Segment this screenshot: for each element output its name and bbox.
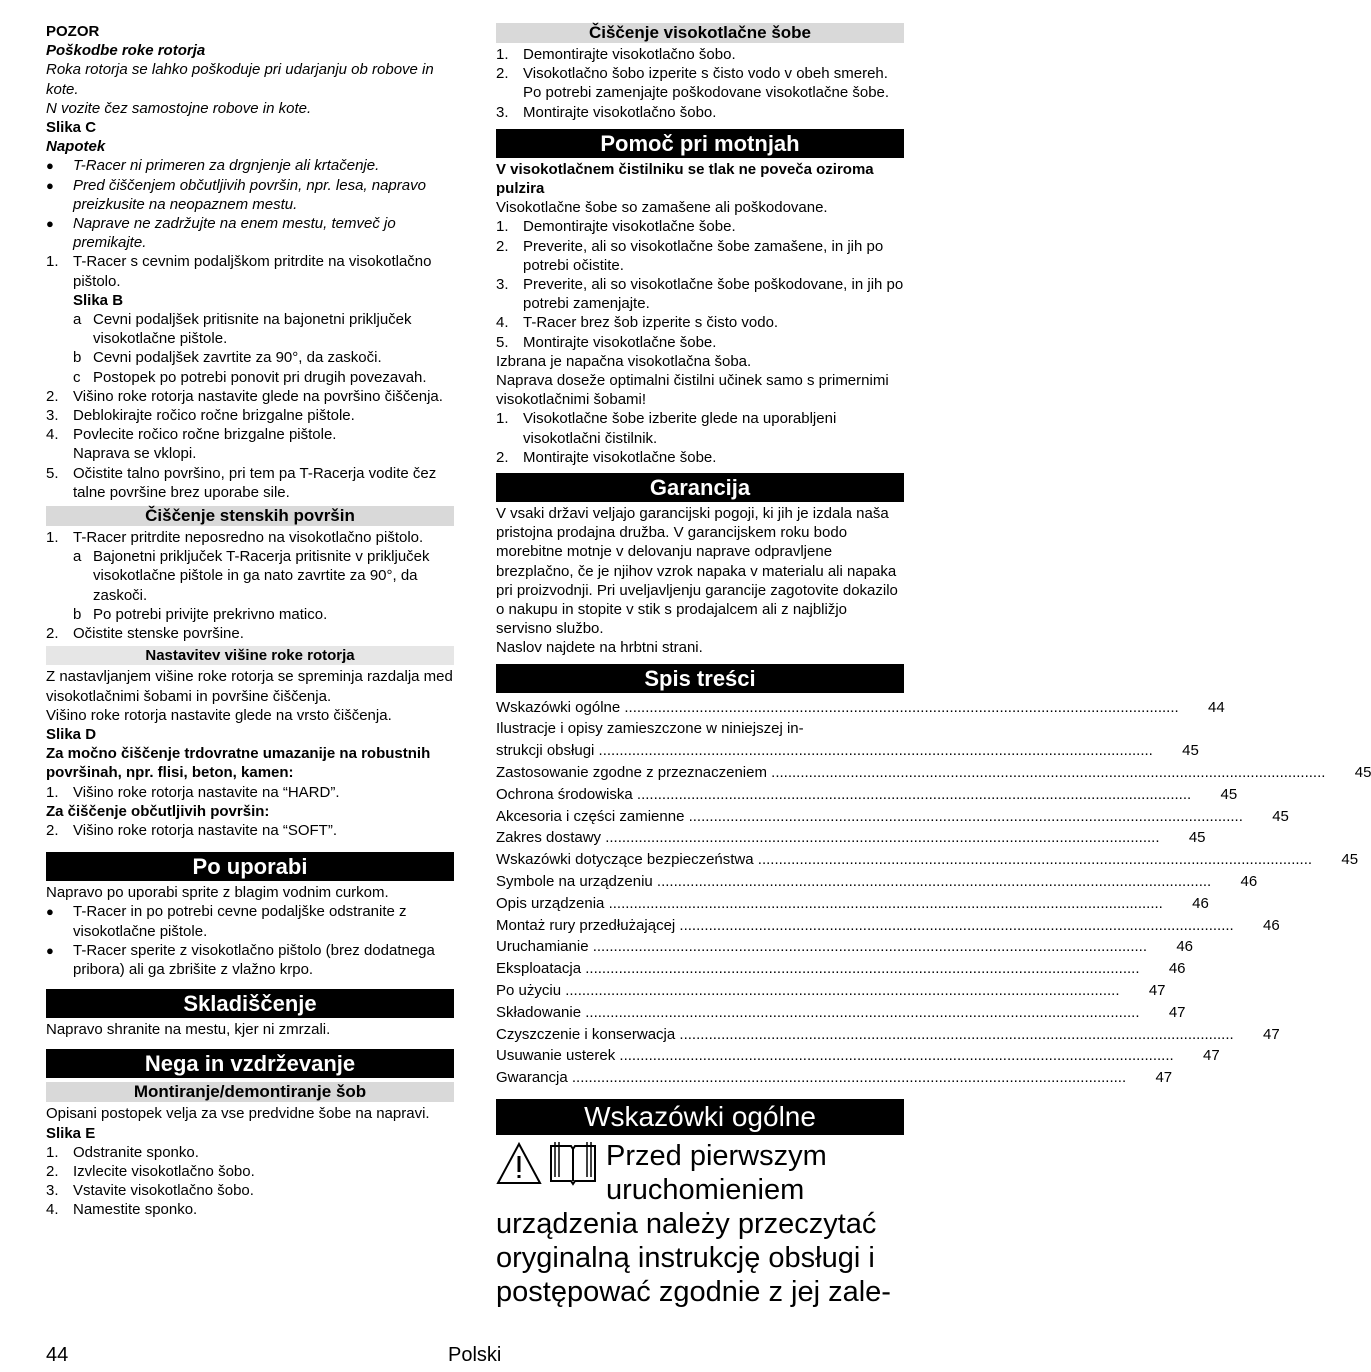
list-item: c Postopek po potrebi ponovit pri drugih povezavah. — [73, 368, 427, 386]
heading-nozzles: Montiranje/demontiranje šob — [46, 1082, 454, 1102]
heading-general: Wskazówki ogólne — [496, 1099, 904, 1135]
list-item: 2. Očistite stenske površine. — [46, 625, 244, 643]
toc-item[interactable]: Opis urządzenia ..... 46 — [496, 893, 904, 915]
table-of-contents — [496, 697, 1371, 1089]
pozor-line-1: Roka rotorja se lahko poškoduje pri udarjanju ob robove in kote. — [46, 61, 434, 98]
napotek-label: Napotek — [46, 138, 106, 156]
list-item: ● T-Racer ni primeren za drgnjenje ali krtačenje. — [46, 157, 380, 175]
height-paragraph-2: Višino roke rotorja nastavite glede na vrsto čiščenja. — [46, 706, 392, 724]
height-paragraph-1: Z nastavljanjem višine roke rotorja se spreminja razdalja med visokotlačnimi šobami in površine čiščenja. — [46, 668, 453, 705]
list-item: ● Pred čiščenjem občutljivih površin, npr. lesa, napravo preizkusite na neopaznem mestu. — [46, 176, 426, 213]
intro-icons — [496, 1141, 598, 1185]
list-item: 2. Višino roke rotorja nastavite glede na površino čiščenja. — [46, 387, 443, 405]
pozor-title: Poškodbe roke rotorja — [46, 42, 206, 60]
pozor-line-2: N vozite čez samostojne robove in kote. — [46, 99, 312, 117]
list-item: 3. Montirajte visokotlačno šobo. — [496, 103, 717, 121]
toc-item[interactable]: Usuwanie usterek ..... 47 — [496, 1045, 904, 1067]
language-label: Polski — [448, 1344, 502, 1366]
list-item: b Po potrebi privijte prekrivno matico. — [73, 605, 328, 623]
toc-item[interactable]: Ilustracje i opisy zamieszczone w niniejszej in- strukcji obsługi ..... 45 — [496, 718, 904, 762]
list-item: b Cevni podaljšek zavrtite za 90°, da zaskoči. — [73, 349, 382, 367]
soft-cleaning-head: Za čiščenje občutljivih površin: — [46, 802, 270, 820]
warranty-paragraph-2: Naslov najdete na hrbtni strani. — [496, 639, 703, 657]
heading-warranty: Garancija — [496, 473, 904, 502]
list-item: 4. T-Racer brez šob izperite s čisto vodo. — [496, 314, 779, 332]
list-item: 2. Izvlecite visokotlačno šobo. — [46, 1162, 255, 1180]
heading-help: Pomoč pri motnjah — [496, 129, 904, 158]
slika-b: Slika B — [73, 291, 124, 309]
help-head: V visokotlačnem čistilniku se tlak ne poveča oziroma pulzira — [496, 160, 874, 198]
intro-block — [496, 1139, 904, 1309]
toc-item[interactable]: Wskazówki dotyczące bezpieczeństwa ..... 45 — [496, 849, 904, 871]
toc-item[interactable]: Uruchamianie ..... 46 — [496, 936, 904, 958]
list-item: 5. Montirajte visokotlačne šobe. — [496, 333, 717, 351]
list-item: a Cevni podaljšek pritisnite na bajonetni priključek visokotlačne pištole. — [73, 311, 412, 348]
page-number: 44 — [46, 1344, 69, 1366]
left-column — [46, 22, 454, 1220]
toc-item[interactable]: Wskazówki ogólne ..... 44 — [496, 697, 904, 719]
wrong-nozzle-1: Izbrana je napačna visokotlačna šoba. — [496, 352, 752, 370]
heading-clean-nozzles: Čiščenje visokotlačne šobe — [496, 23, 904, 43]
step4-result: Naprava se vklopi. — [73, 445, 197, 463]
list-item: 4. Namestite sponko. — [46, 1201, 198, 1219]
toc-item[interactable]: Akcesoria i części zamienne ..... 45 — [496, 806, 904, 828]
toc-item[interactable]: Montaż rury przedłużającej ..... 46 — [496, 915, 904, 937]
list-item: ● Naprave ne zadržujte na enem mestu, temveč jo premikajte. — [46, 215, 396, 252]
pozor-label: POZOR — [46, 23, 100, 40]
list-item: 1. T-Racer pritrdite neposredno na visokotlačno pištolo. — [46, 529, 424, 547]
list-item: 3. Preverite, ali so visokotlačne šobe poškodovane, in jih po potrebi zamenjajte. — [496, 276, 904, 313]
manual-book-icon — [548, 1141, 598, 1185]
list-item: 1. Visokotlačne šobe izberite glede na uporabljeni visokotlačni čistilnik. — [496, 410, 837, 447]
list-item: 1. Demontirajte visokotlačne šobe. — [496, 218, 736, 236]
list-item: 3. Vstavite visokotlačno šobo. — [46, 1182, 254, 1200]
slika-c: Slika C — [46, 119, 97, 137]
list-item: 5. Očistite talno površino, pri tem pa T-Racerja vodite čez talne površine brez uporabe sile. — [46, 464, 437, 501]
toc-item[interactable]: Gwarancja ..... 47 — [496, 1067, 904, 1089]
right-column — [496, 22, 1371, 1309]
list-item: 2. Višino roke rotorja nastavite na “SOFT”. — [46, 821, 337, 839]
warranty-paragraph: V vsaki državi veljajo garancijski pogoji, ki jih je izdala naša pristojna prodajna družba. V garancijskem roku bodo morebitne motnje v delovanju naprave odpravljene brezplačno, če je njihov vzrok napaka v materialu ali napaka pri proizvodnji. Pri uveljavljenju garancije zagotovite dokazilo o nakupu in stopite v stik s prodajalcem ali z najbližjo servisno službo. — [496, 505, 898, 638]
list-item: ● T-Racer in po potrebi cevne podaljške odstranite z visokotlačne pištole. — [46, 903, 407, 940]
toc-item[interactable]: Zastosowanie zgodne z przeznaczeniem ..... 45 — [496, 762, 904, 784]
heading-storage: Skladiščenje — [46, 989, 454, 1018]
heading-height: Nastavitev višine roke rotorja — [46, 646, 454, 665]
intro-text: Przed pierwszym uruchomieniem urządzenia należy przeczytać oryginalną instrukcję obsługi i postępować zgodnie z jej zale- — [496, 1140, 891, 1309]
toc-item[interactable]: Składowanie ..... 47 — [496, 1002, 904, 1024]
list-item: ● T-Racer sperite z visokotlačno pištolo (brez dodatnega pribora) ali ga zbrišite z vlažno krpo. — [46, 941, 435, 978]
toc-item[interactable]: Po użyciu ..... 47 — [496, 980, 904, 1002]
list-item: 4. Povlecite ročico ročne brizgalne pištole. — [46, 426, 337, 444]
list-item: 1. Demontirajte visokotlačno šobo. — [496, 46, 736, 63]
list-item: 2. Visokotlačno šobo izperite s čisto vodo v obeh smereh. Po potrebi zamenjajte poškodovane visokotlačne šobe. — [496, 65, 890, 102]
list-item: 3. Deblokirajte ročico ročne brizgalne pištole. — [46, 407, 355, 425]
list-item: 1. Odstranite sponko. — [46, 1143, 199, 1161]
slika-d: Slika D — [46, 725, 97, 743]
list-item: 1. T-Racer s cevnim podaljškom pritrdite na visokotlačno pištolo. — [46, 253, 432, 290]
bullet-icon: ● — [46, 904, 54, 920]
bullet-icon: ● — [46, 216, 54, 232]
storage-paragraph: Napravo shranite na mestu, kjer ni zmrzali. — [46, 1021, 331, 1039]
list-item: 1. Višino roke rotorja nastavite na “HARD”. — [46, 783, 340, 801]
toc-item[interactable]: Czyszczenie i konserwacja ..... 47 — [496, 1024, 904, 1046]
warning-icon — [496, 1141, 542, 1185]
toc-item[interactable]: Symbole na urządzeniu ..... 46 — [496, 871, 904, 893]
list-item: 2. Preverite, ali so visokotlačne šobe zamašene, in jih po potrebi očistite. — [496, 237, 884, 274]
heading-care: Nega in vzdrževanje — [46, 1049, 454, 1078]
wrong-nozzle-2: Naprava doseže optimalni čistilni učinek samo s primernimi visokotlačnimi šobami! — [496, 372, 889, 409]
heading-toc: Spis treści — [496, 664, 904, 693]
list-item: 2. Montirajte visokotlačne šobe. — [496, 448, 717, 466]
bullet-icon: ● — [46, 177, 54, 193]
toc-item[interactable]: Eksploatacja ..... 46 — [496, 958, 904, 980]
heading-after-use: Po uporabi — [46, 852, 454, 881]
toc-item[interactable]: Zakres dostawy ..... 45 — [496, 827, 904, 849]
heading-walls: Čiščenje stenskih površin — [46, 506, 454, 526]
toc-item[interactable]: Ochrona środowiska ..... 45 — [496, 784, 904, 806]
slika-e: Slika E — [46, 1124, 96, 1142]
help-paragraph: Visokotlačne šobe so zamašene ali poškodovane. — [496, 199, 828, 217]
bullet-icon: ● — [46, 158, 54, 174]
list-item: a Bajonetni priključek T-Racerja pritisnite v priključek visokotlačne pištole in ga nato zavrtite za 90°, da zaskoči. — [73, 548, 430, 604]
after-paragraph: Napravo po uporabi sprite z blagim vodnim curkom. — [46, 884, 389, 902]
strong-cleaning-head: Za močno čiščenje trdovratne umazanije na robustnih površinah, npr. flisi, beton, kamen: — [46, 745, 431, 782]
bullet-icon: ● — [46, 942, 54, 958]
nozzles-paragraph: Opisani postopek velja za vse predvidne šobe na napravi. — [46, 1105, 430, 1123]
